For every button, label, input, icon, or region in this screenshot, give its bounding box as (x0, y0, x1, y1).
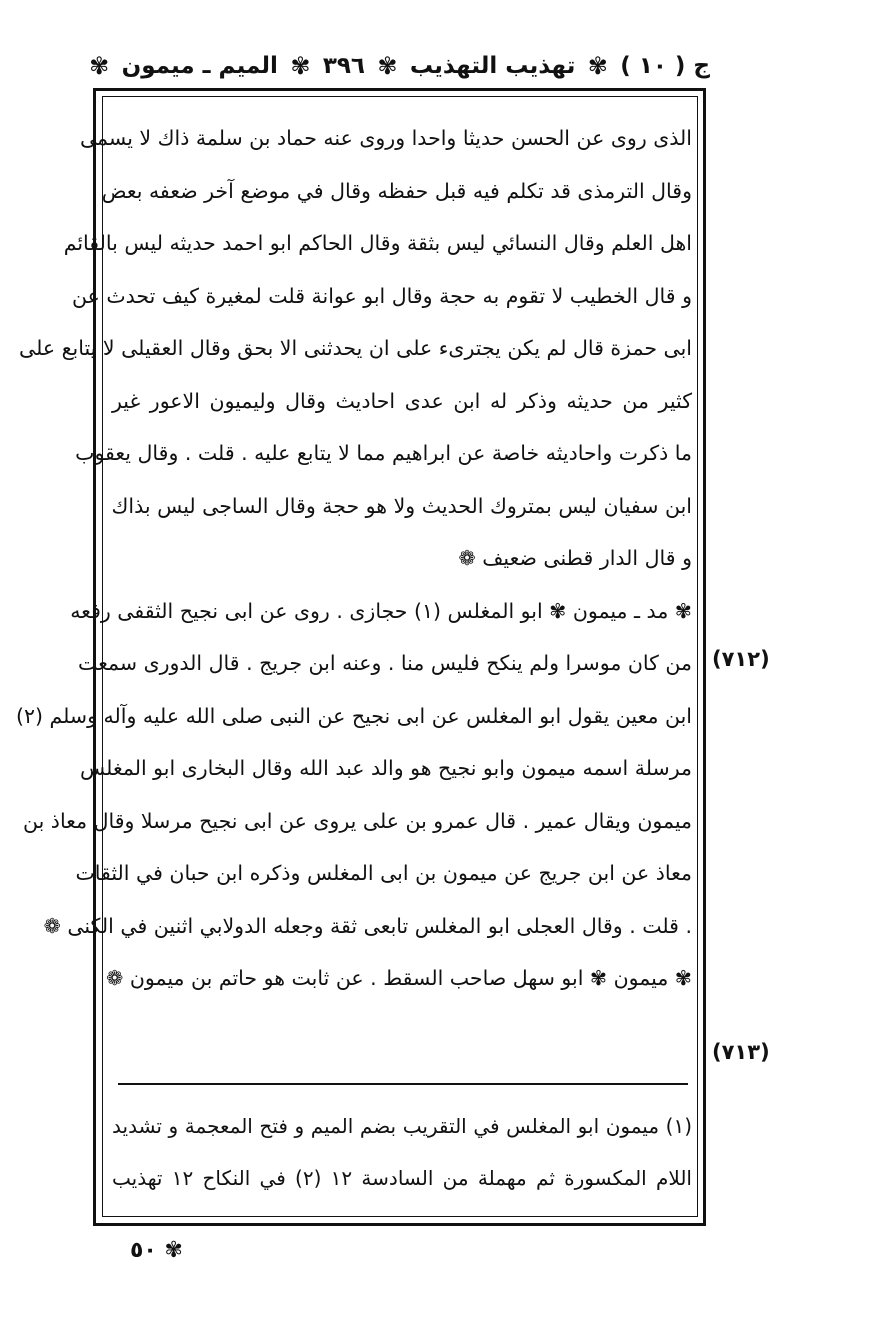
volume-label: ج ( ١٠ ) (620, 53, 710, 79)
footnote-line: اللام المكسورة ثم مهملة من السادسة ١٢ (٢) في النكاح ١٢ تهذيب (112, 1166, 692, 1190)
ornament-icon: ✾ (89, 52, 110, 80)
footnotes (112, 1104, 692, 1208)
text-line: الذى روى عن الحسن حديثا واحدا وروى عنه حماد بن سلمة ذاك لا يسمى (79, 126, 692, 150)
footnote-line: (١) ميمون ابو المغلس في التقريب بضم الميم و فتح المعجمة و تشديد (112, 1114, 692, 1138)
entry-heading-line: ✾ ميمون ✾ ابو سهل صاحب السقط . عن ثابت هو حاتم بن ميمون ❁ (106, 966, 692, 990)
section-title: الميم ـ ميمون (121, 53, 278, 79)
text-line: كثير من حديثه وذكر له ابن عدى احاديث وقال وليميون الاعور غير (112, 388, 692, 413)
text-line: و قال الدار قطنى ضعيف ❁ (458, 546, 692, 570)
text-line: وقال الترمذى قد تكلم فيه قبل حفظه وقال في موضع آخر ضعفه بعض (101, 178, 692, 203)
entry-number: (٧١٢) (712, 647, 770, 671)
footnote-divider (118, 1083, 688, 1085)
signature-mark: ✾ ٥٠ (130, 1238, 183, 1263)
text-line: ابى حمزة قال لم يكن يجترىء على ان يحدثنى الا بحق وقال العقيلى لا يتابع على (19, 336, 692, 360)
book-title: تهذيب التهذيب (409, 53, 576, 79)
text-line: معاذ عن ابن جريج عن ميمون بن ابى المغلس وذكره ابن حبان في الثقات (75, 861, 692, 885)
ornament-icon: ✾ (290, 52, 311, 80)
text-line: . قلت . وقال العجلى ابو المغلس تابعى ثقة وجعله الدولابي اثنين في الكنى ❁ (43, 913, 692, 938)
main-text (15, 116, 692, 1009)
ornament-icon: ✾ (587, 52, 608, 80)
ornament-icon: ✾ (377, 52, 398, 80)
text-line: ما ذكرت واحاديثه خاصة عن ابراهيم مما لا يتابع عليه . قلت . وقال يعقوب (75, 441, 692, 465)
text-line: من كان موسرا ولم ينكح فليس منا . وعنه ابن جريج . قال الدورى سمعت (78, 651, 692, 675)
text-line: اهل العلم وقال النسائي ليس بثقة وقال الحاكم ابو احمد حديثه ليس بالقائم (63, 231, 692, 255)
entry-heading-line: ✾ مد ـ ميمون ✾ ابو المغلس (١) حجازى . روى عن ابى نجيح الثقفى رفعه (70, 598, 692, 623)
text-line: ابن معين يقول ابو المغلس عن ابى نجيح عن النبى صلى الله عليه وآله وسلم (٢) (15, 703, 692, 728)
text-line: و قال الخطيب لا تقوم به حجة وقال ابو عوانة قلت لمغيرة كيف تحدث عن (71, 283, 692, 308)
text-line: ابن سفيان ليس بمتروك الحديث ولا هو حجة وقال الساجى ليس بذاك (111, 493, 692, 518)
text-line: ميمون ويقال عمير . قال عمرو بن على يروى عن ابى نجيح مرسلا وقال معاذ بن (22, 808, 692, 833)
entry-number: (٧١٣) (712, 1040, 770, 1064)
text-line: مرسلة اسمه ميمون وابو نجيح هو والد عبد الله وقال البخارى ابو المغلس (80, 756, 692, 780)
page-number: ٣٩٦ (322, 53, 365, 79)
running-header (85, 46, 710, 86)
